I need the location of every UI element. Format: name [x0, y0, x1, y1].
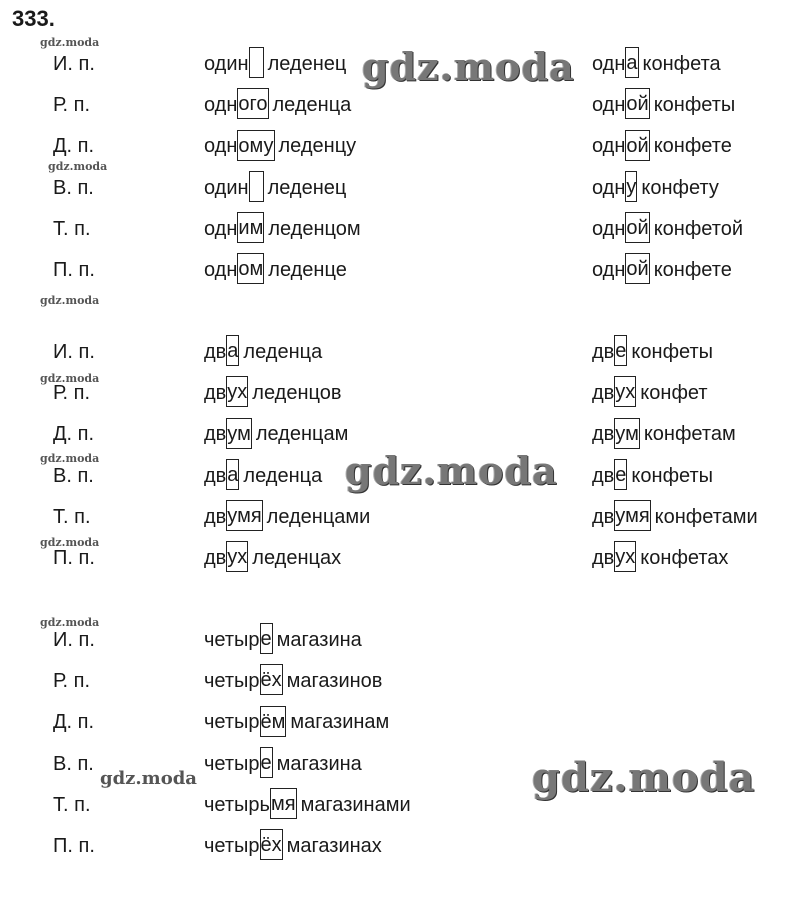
ending-box: а — [226, 459, 239, 490]
ending-box: ух — [226, 376, 248, 407]
ending-box: е — [614, 335, 627, 366]
ending-box: у — [625, 171, 637, 202]
noun: конфетах — [640, 547, 729, 569]
noun: магазинах — [286, 835, 382, 857]
ending-box: ёх — [260, 829, 283, 860]
word-stem: одн — [204, 94, 238, 117]
row-masculine — [204, 462, 322, 490]
word-stem: дв — [204, 423, 227, 446]
word-stem: дв — [592, 382, 615, 405]
noun: конфетами — [654, 505, 758, 528]
word-stem: дв — [592, 505, 615, 528]
ending-box: им — [237, 212, 264, 243]
ending-box: умя — [226, 500, 262, 531]
row-feminine — [592, 132, 732, 160]
watermark-big: gdz.moda — [345, 448, 558, 493]
noun: магазинам — [290, 711, 390, 734]
row-masculine — [204, 132, 356, 160]
word-stem: дв — [204, 464, 227, 487]
row-feminine — [592, 544, 728, 572]
word-stem: четыр — [204, 711, 260, 734]
row-masculine — [204, 215, 361, 243]
word-stem: четыр — [204, 752, 260, 775]
row-word — [204, 750, 362, 778]
noun: магазина — [276, 629, 362, 651]
row-feminine — [592, 503, 758, 531]
row-word — [204, 832, 382, 860]
row-masculine — [204, 503, 370, 531]
watermark-small: gdz.moda — [40, 616, 100, 629]
word-stem: один — [204, 176, 249, 199]
ending-box: ой — [625, 130, 649, 161]
case-label: П. п. — [53, 835, 95, 857]
ending-box: ой — [625, 88, 649, 119]
row-masculine — [204, 379, 341, 407]
watermark-small: gdz.moda — [40, 536, 100, 549]
noun: леденца — [243, 341, 323, 363]
ending-box: ух — [614, 541, 636, 572]
noun: леденцах — [252, 547, 342, 569]
ending-box: а — [226, 335, 239, 366]
ending-box: ух — [226, 541, 248, 572]
watermark-small: gdz.moda — [100, 768, 197, 789]
word-stem: одн — [592, 94, 626, 117]
case-label: П. п. — [53, 547, 95, 569]
noun: леденца — [272, 94, 352, 117]
ending-box: ой — [625, 212, 649, 243]
word-stem: дв — [204, 382, 227, 405]
noun: леденцам — [255, 423, 349, 446]
ending-box: ого — [237, 88, 268, 119]
case-label: В. п. — [53, 464, 94, 487]
word-stem: дв — [204, 547, 227, 569]
word-stem: четыр — [204, 629, 260, 651]
case-label: П. п. — [53, 259, 95, 281]
row-feminine — [592, 462, 713, 490]
word-stem: четыр — [204, 835, 260, 857]
ending-box: ой — [625, 253, 649, 284]
watermark-small: gdz.moda — [48, 160, 108, 173]
row-masculine — [204, 338, 322, 366]
row-masculine — [204, 50, 346, 78]
row-feminine — [592, 420, 736, 448]
ending-box: ому — [237, 130, 274, 161]
noun: конфетам — [643, 423, 736, 446]
word-stem: одн — [592, 135, 626, 158]
row-feminine — [592, 379, 708, 407]
noun: леденцу — [278, 135, 357, 158]
row-masculine — [204, 420, 348, 448]
noun: магазинов — [286, 670, 383, 693]
case-label: Д. п. — [53, 711, 95, 734]
ending-box — [249, 171, 264, 202]
noun: конфеты — [631, 464, 714, 487]
word-stem: дв — [592, 341, 615, 363]
word-stem: одн — [592, 53, 626, 75]
case-label: Т. п. — [53, 217, 91, 240]
watermark-big: gdz.moda — [532, 754, 756, 801]
row-word — [204, 667, 382, 695]
ending-box: е — [260, 747, 273, 778]
case-label: И. п. — [53, 341, 95, 363]
noun: магазина — [276, 752, 362, 775]
row-masculine — [204, 174, 346, 202]
word-stem: одн — [204, 135, 238, 158]
row-feminine — [592, 50, 721, 78]
row-feminine — [592, 215, 743, 243]
ending-box: ух — [614, 376, 636, 407]
row-feminine — [592, 174, 719, 202]
word-stem: одн — [204, 217, 238, 240]
noun: леденец — [267, 53, 347, 75]
word-stem: четырь — [204, 793, 270, 816]
noun: леденцами — [266, 505, 371, 528]
word-stem: одн — [592, 176, 626, 199]
noun: леденца — [243, 464, 323, 487]
row-word — [204, 626, 362, 654]
noun: конфету — [641, 176, 719, 199]
case-label: Д. п. — [53, 423, 95, 446]
ending-box: ум — [614, 418, 640, 449]
watermark-small: gdz.moda — [40, 36, 100, 49]
noun: леденце — [268, 259, 347, 281]
ending-box: мя — [270, 788, 297, 819]
ending-box: ёх — [260, 664, 283, 695]
watermark-small: gdz.moda — [40, 372, 100, 385]
exercise-number: 333. — [12, 6, 55, 31]
case-label: Т. п. — [53, 505, 91, 528]
noun: конфета — [642, 53, 721, 75]
noun: конфет — [640, 382, 708, 405]
ending-box: а — [625, 47, 638, 78]
ending-box: ом — [237, 253, 264, 284]
word-stem: дв — [592, 464, 615, 487]
case-label: Р. п. — [53, 94, 91, 117]
word-stem: четыр — [204, 670, 260, 693]
case-label: В. п. — [53, 176, 94, 199]
row-feminine — [592, 338, 713, 366]
watermark-small: gdz.moda — [40, 452, 100, 465]
case-label: Р. п. — [53, 382, 91, 405]
row-word — [204, 708, 389, 736]
word-stem: одн — [204, 259, 238, 281]
noun: конфеты — [653, 94, 736, 117]
watermark-small: gdz.moda — [40, 294, 100, 307]
ending-box: ём — [260, 706, 287, 737]
case-label: И. п. — [53, 629, 95, 651]
word-stem: один — [204, 53, 249, 75]
row-masculine — [204, 91, 351, 119]
noun: конфеты — [631, 341, 714, 363]
noun: конфетой — [653, 217, 743, 240]
word-stem: дв — [592, 547, 615, 569]
noun: конфете — [653, 135, 732, 158]
noun: леденец — [267, 176, 347, 199]
noun: магазинами — [300, 793, 411, 816]
noun: конфете — [653, 259, 732, 281]
word-stem: одн — [592, 217, 626, 240]
row-masculine — [204, 544, 341, 572]
noun: леденцом — [268, 217, 361, 240]
noun: леденцов — [252, 382, 342, 405]
case-label: Д. п. — [53, 135, 95, 158]
row-feminine — [592, 256, 732, 284]
word-stem: дв — [592, 423, 615, 446]
case-label: Т. п. — [53, 793, 91, 816]
ending-box: умя — [614, 500, 650, 531]
case-label: В. п. — [53, 752, 94, 775]
ending-box: е — [614, 459, 627, 490]
word-stem: дв — [204, 505, 227, 528]
word-stem: дв — [204, 341, 227, 363]
row-word — [204, 791, 411, 819]
ending-box — [249, 47, 264, 78]
row-feminine — [592, 91, 735, 119]
row-masculine — [204, 256, 347, 284]
ending-box: е — [260, 623, 273, 654]
ending-box: ум — [226, 418, 252, 449]
case-label: И. п. — [53, 53, 95, 75]
case-label: Р. п. — [53, 670, 91, 693]
watermark-big: gdz.moda — [362, 44, 575, 89]
word-stem: одн — [592, 259, 626, 281]
